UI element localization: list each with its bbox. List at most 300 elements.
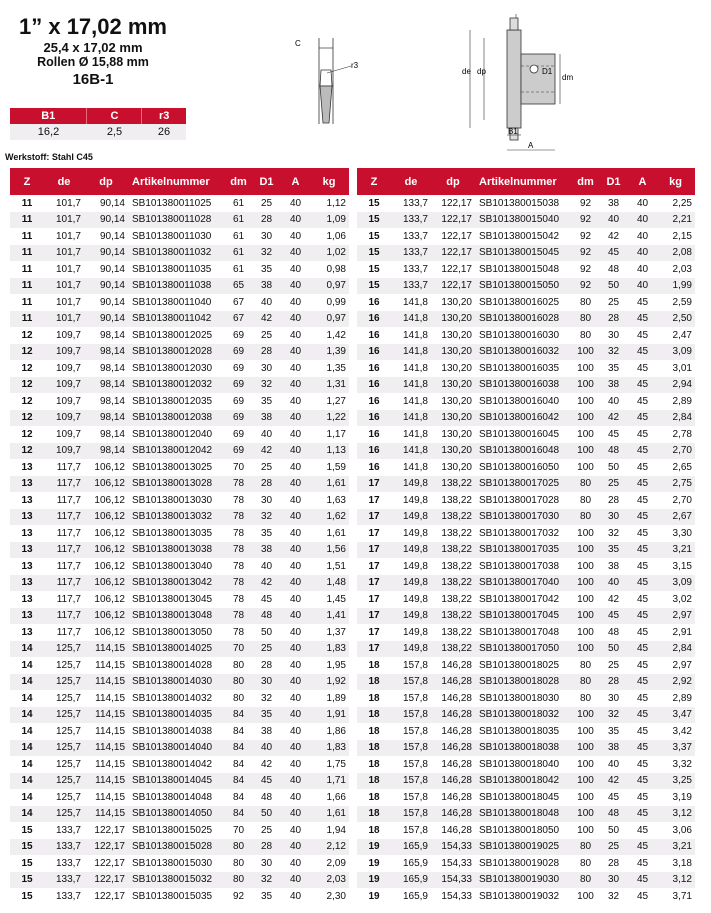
- label-d1: D1: [542, 67, 553, 76]
- cell-dm: 80: [579, 329, 592, 341]
- cell-kg: 1,83: [309, 641, 349, 658]
- cell-a: 45: [629, 740, 656, 757]
- table-row: [357, 443, 695, 460]
- cell-a: 40: [282, 773, 309, 790]
- cell-de: 133,7: [391, 212, 431, 229]
- cell-dp: 114,15: [84, 773, 128, 790]
- cell-a: 45: [629, 707, 656, 724]
- cell-a: 45: [636, 593, 649, 605]
- table-row: [357, 773, 695, 790]
- cell-de: 101,7: [44, 245, 84, 262]
- cell-dp: 130,20: [431, 410, 475, 427]
- cell-article-number: SB101380019025: [475, 839, 573, 856]
- cell-dm: 84: [226, 707, 251, 724]
- cell-dp: 138,22: [441, 626, 472, 638]
- column-header-kg: kg: [656, 168, 695, 195]
- column-header-dm: dm: [226, 168, 251, 195]
- cell-a: 40: [282, 212, 309, 229]
- cell-kg: 3,37: [656, 740, 695, 757]
- cell-article-number: SB101380016040: [479, 395, 560, 407]
- cell-article-number: SB101380011032: [128, 245, 226, 262]
- cell-dp: 146,28: [441, 725, 472, 737]
- cell-d1: 25: [251, 641, 282, 658]
- table-row: [357, 674, 695, 691]
- cell-dp: 114,15: [84, 806, 128, 823]
- table-row: [10, 641, 349, 658]
- cell-a: 40: [629, 245, 656, 262]
- cell-kg: 2,50: [656, 311, 695, 328]
- table-row: [10, 789, 349, 806]
- cell-dm: 100: [577, 626, 594, 638]
- cell-article-number: SB101380018032: [475, 707, 573, 724]
- cell-article-number: SB101380018050: [479, 824, 560, 836]
- cell-d1: 50: [251, 806, 282, 823]
- cell-d1: 35: [260, 890, 273, 902]
- cell-a: 45: [629, 476, 656, 493]
- cell-teeth: 11: [10, 278, 44, 295]
- cell-d1: 40: [260, 560, 273, 572]
- cell-d1: 42: [260, 758, 273, 770]
- cell-de: 117,7: [56, 626, 81, 638]
- cell-d1: 45: [607, 428, 620, 440]
- cell-dp: 114,15: [84, 740, 128, 757]
- cell-de: 133,7: [44, 872, 84, 889]
- cell-article-number: SB101380012032: [128, 377, 226, 394]
- cell-teeth: 13: [21, 494, 33, 506]
- cell-article-number: SB101380014025: [128, 641, 226, 658]
- table-row: [357, 245, 695, 262]
- cell-de: 101,7: [44, 311, 84, 328]
- cell-d1: 32: [607, 527, 620, 539]
- cell-teeth: 16: [368, 461, 380, 473]
- table-row: [357, 228, 695, 245]
- cell-article-number: SB101380013045: [132, 593, 213, 605]
- size-line: 25,4 x 17,02 mm: [43, 40, 143, 55]
- cell-dp: 98,14: [84, 443, 128, 460]
- cell-de: 125,7: [44, 773, 84, 790]
- cell-d1: 28: [607, 494, 620, 506]
- cell-dm: 80: [226, 839, 251, 856]
- cell-article-number: SB101380016048: [475, 443, 573, 460]
- cell-d1: 48: [251, 608, 282, 625]
- cell-de: 149,8: [402, 593, 428, 605]
- cell-d1: 30: [260, 362, 273, 374]
- cell-dp: 138,22: [431, 542, 475, 559]
- cell-dp: 146,28: [441, 692, 472, 704]
- cell-article-number: SB101380018048: [475, 806, 573, 823]
- cell-kg: 1,17: [326, 428, 346, 440]
- cell-a: 40: [282, 872, 309, 889]
- cell-kg: 3,19: [672, 791, 692, 803]
- table-row: [10, 773, 349, 790]
- cell-article-number: SB101380013025: [132, 461, 213, 473]
- table-row: [10, 327, 349, 344]
- cell-kg: 1,61: [326, 527, 346, 539]
- cell-article-number: SB101380016035: [479, 362, 560, 374]
- product-header: [0, 14, 186, 89]
- cell-d1: 32: [598, 344, 629, 361]
- cell-d1: 25: [598, 476, 629, 493]
- cell-teeth: 17: [357, 476, 391, 493]
- cell-teeth: 12: [21, 395, 33, 407]
- cell-teeth: 14: [10, 674, 44, 691]
- cell-a: 40: [636, 263, 649, 275]
- cell-teeth: 19: [357, 872, 391, 889]
- cell-d1: 32: [260, 692, 273, 704]
- cell-teeth: 11: [21, 197, 33, 209]
- cell-teeth: 16: [368, 329, 380, 341]
- cell-a: 45: [636, 296, 649, 308]
- cell-d1: 42: [251, 311, 282, 328]
- cell-teeth: 11: [21, 230, 33, 242]
- cell-de: 101,7: [44, 278, 84, 295]
- cell-kg: 1,95: [326, 659, 346, 671]
- label-c: C: [295, 39, 301, 48]
- cell-article-number: SB101380016032: [475, 344, 573, 361]
- cell-de: 101,7: [55, 296, 81, 308]
- cell-teeth: 17: [357, 608, 391, 625]
- cell-kg: 2,89: [672, 395, 692, 407]
- cell-dm: 80: [579, 659, 592, 671]
- cell-de: 117,7: [56, 593, 81, 605]
- cell-dm: 78: [226, 542, 251, 559]
- cell-kg: 1,92: [309, 674, 349, 691]
- cell-de: 149,8: [402, 527, 428, 539]
- cell-kg: 1,42: [326, 329, 346, 341]
- cell-teeth: 14: [10, 806, 44, 823]
- cell-dp: 130,20: [441, 428, 472, 440]
- cell-a: 40: [282, 608, 309, 625]
- cell-teeth: 15: [10, 839, 44, 856]
- cell-kg: 2,78: [672, 428, 692, 440]
- cell-article-number: SB101380014048: [132, 791, 213, 803]
- cell-article-number: SB101380018042: [475, 773, 573, 790]
- cell-d1: 28: [598, 311, 629, 328]
- label-dp: dp: [477, 67, 486, 76]
- cell-de: 125,7: [55, 725, 81, 737]
- cell-article-number: SB101380014050: [128, 806, 226, 823]
- table-row: [357, 195, 695, 212]
- cell-dp: 130,20: [441, 395, 472, 407]
- cell-dp: 146,28: [441, 824, 472, 836]
- cell-dm: 80: [226, 674, 251, 691]
- cell-article-number: SB101380017030: [475, 509, 573, 526]
- cell-d1: 38: [598, 377, 629, 394]
- cell-article-number: SB101380011042: [128, 311, 226, 328]
- cell-d1: 42: [251, 575, 282, 592]
- table-row: [357, 888, 695, 905]
- cell-de: 157,8: [391, 773, 431, 790]
- cell-a: 40: [282, 410, 309, 427]
- cell-d1: 30: [260, 857, 273, 869]
- spec-header-b1: B1: [10, 108, 87, 124]
- table-row: [357, 278, 695, 295]
- cell-a: 45: [629, 377, 656, 394]
- cell-article-number: SB101380012025: [132, 329, 213, 341]
- table-row: [357, 459, 695, 476]
- cell-de: 125,7: [44, 806, 84, 823]
- cell-dm: 84: [232, 725, 245, 737]
- cell-teeth: 14: [21, 725, 33, 737]
- cell-teeth: 12: [21, 362, 33, 374]
- cell-dm: 69: [232, 329, 245, 341]
- cell-dm: 100: [573, 773, 598, 790]
- cell-dp: 106,12: [84, 476, 128, 493]
- cell-teeth: 14: [21, 791, 33, 803]
- cell-d1: 32: [251, 377, 282, 394]
- table-row: [357, 707, 695, 724]
- cell-dp: 98,14: [99, 428, 125, 440]
- cell-d1: 32: [598, 707, 629, 724]
- cell-article-number: SB101380018040: [479, 758, 560, 770]
- column-header-dp: dp: [431, 168, 475, 195]
- cell-a: 45: [636, 824, 649, 836]
- cell-a: 40: [289, 791, 302, 803]
- cell-de: 149,8: [391, 509, 431, 526]
- cell-article-number: SB101380017038: [479, 560, 560, 572]
- cell-teeth: 13: [21, 593, 33, 605]
- column-header-d1: D1: [251, 168, 282, 195]
- cell-dm: 80: [573, 674, 598, 691]
- cell-de: 149,8: [391, 542, 431, 559]
- cell-dm: 80: [573, 839, 598, 856]
- table-row: [357, 723, 695, 740]
- cell-a: 40: [289, 296, 302, 308]
- cell-de: 117,7: [44, 542, 84, 559]
- cell-article-number: SB101380015025: [132, 824, 213, 836]
- cell-a: 40: [289, 428, 302, 440]
- cell-a: 45: [636, 890, 649, 902]
- cell-dp: 122,17: [441, 230, 472, 242]
- cell-a: 45: [636, 428, 649, 440]
- cell-teeth: 13: [10, 575, 44, 592]
- cell-teeth: 13: [21, 527, 33, 539]
- cell-dp: 122,17: [94, 890, 125, 902]
- spec-value-b1: 16,2: [10, 124, 87, 140]
- cell-a: 40: [629, 278, 656, 295]
- cell-dm: 69: [232, 362, 245, 374]
- cell-dm: 61: [232, 230, 245, 242]
- cell-de: 165,9: [402, 857, 428, 869]
- cell-dp: 130,20: [431, 344, 475, 361]
- cell-dm: 80: [226, 872, 251, 889]
- cell-de: 157,8: [402, 659, 428, 671]
- cell-article-number: SB101380014028: [132, 659, 213, 671]
- table-row: [10, 723, 349, 740]
- cell-a: 45: [636, 527, 649, 539]
- cell-kg: 1,02: [309, 245, 349, 262]
- cell-a: 45: [629, 641, 656, 658]
- cell-dp: 90,14: [84, 212, 128, 229]
- cell-d1: 30: [260, 494, 273, 506]
- table-row: [357, 872, 695, 889]
- cell-d1: 38: [251, 542, 282, 559]
- cell-a: 40: [289, 263, 302, 275]
- cell-d1: 42: [607, 593, 620, 605]
- cell-d1: 32: [251, 509, 282, 526]
- table-row: [10, 228, 349, 245]
- cell-kg: 3,09: [656, 575, 695, 592]
- cell-dm: 100: [577, 428, 594, 440]
- cell-de: 141,8: [402, 428, 428, 440]
- cell-de: 157,8: [402, 692, 428, 704]
- cell-a: 40: [282, 707, 309, 724]
- spec-header-c: C: [87, 108, 142, 124]
- table-row: [357, 855, 695, 872]
- cell-kg: 1,09: [309, 212, 349, 229]
- cell-teeth: 12: [10, 344, 44, 361]
- cell-teeth: 14: [10, 707, 44, 724]
- cell-d1: 25: [607, 659, 620, 671]
- cell-d1: 42: [598, 410, 629, 427]
- column-header-de: de: [44, 168, 84, 195]
- cell-dm: 80: [573, 311, 598, 328]
- cell-de: 109,7: [44, 443, 84, 460]
- cell-d1: 28: [251, 212, 282, 229]
- table-row: [10, 839, 349, 856]
- cell-kg: 1,27: [326, 395, 346, 407]
- cell-d1: 25: [260, 329, 273, 341]
- cell-dp: 122,17: [441, 263, 472, 275]
- cell-dp: 130,20: [441, 296, 472, 308]
- table-row: [357, 410, 695, 427]
- cell-d1: 42: [607, 230, 620, 242]
- table-row: [357, 608, 695, 625]
- cell-teeth: 15: [357, 278, 391, 295]
- cell-article-number: SB101380013042: [128, 575, 226, 592]
- table-row: [10, 558, 349, 575]
- cell-dp: 106,12: [84, 542, 128, 559]
- cell-de: 109,7: [44, 344, 84, 361]
- cell-a: 45: [629, 344, 656, 361]
- cell-teeth: 19: [368, 890, 380, 902]
- cell-de: 141,8: [391, 410, 431, 427]
- cell-de: 133,7: [402, 230, 428, 242]
- cell-teeth: 15: [368, 263, 380, 275]
- table-row: [357, 476, 695, 493]
- cell-article-number: SB101380018030: [479, 692, 560, 704]
- cell-dp: 114,15: [95, 692, 125, 704]
- cell-dp: 98,14: [99, 362, 125, 374]
- cell-article-number: SB101380016050: [479, 461, 560, 473]
- cell-dp: 114,15: [84, 641, 128, 658]
- table-row: [10, 410, 349, 427]
- cell-d1: 50: [607, 461, 620, 473]
- cell-a: 40: [289, 362, 302, 374]
- cell-teeth: 18: [357, 773, 391, 790]
- cell-kg: 1,51: [326, 560, 346, 572]
- cell-dm: 69: [226, 377, 251, 394]
- cell-dp: 90,14: [99, 230, 125, 242]
- sprocket-diagram: [460, 10, 574, 155]
- table-row: [10, 492, 349, 509]
- cell-dm: 70: [232, 824, 245, 836]
- cell-article-number: SB101380013035: [132, 527, 213, 539]
- table-row: [357, 327, 695, 344]
- cell-teeth: 15: [368, 230, 380, 242]
- cell-dm: 100: [577, 593, 594, 605]
- cell-dp: 106,12: [84, 575, 128, 592]
- cell-de: 125,7: [55, 659, 81, 671]
- cell-a: 45: [636, 692, 649, 704]
- cell-dp: 106,12: [94, 527, 125, 539]
- cell-de: 109,7: [55, 428, 81, 440]
- cell-de: 157,8: [391, 707, 431, 724]
- cell-article-number: SB101380013050: [132, 626, 213, 638]
- cell-d1: 30: [260, 230, 273, 242]
- cell-teeth: 13: [10, 476, 44, 493]
- cell-dp: 154,33: [441, 890, 472, 902]
- spec-header-r3: r3: [142, 108, 186, 124]
- cell-de: 117,7: [56, 461, 81, 473]
- cell-teeth: 15: [21, 824, 33, 836]
- cell-dm: 100: [573, 806, 598, 823]
- cell-kg: 1,89: [326, 692, 346, 704]
- cell-d1: 48: [598, 443, 629, 460]
- cell-a: 40: [282, 740, 309, 757]
- cell-dm: 80: [579, 857, 592, 869]
- table-row: [357, 591, 695, 608]
- cell-article-number: SB101380012042: [128, 443, 226, 460]
- cell-dp: 138,22: [431, 641, 475, 658]
- cell-teeth: 14: [21, 659, 33, 671]
- cell-a: 45: [636, 758, 649, 770]
- cell-dm: 84: [232, 758, 245, 770]
- cell-dm: 100: [577, 890, 594, 902]
- cell-teeth: 18: [368, 758, 380, 770]
- cell-kg: 1,91: [309, 707, 349, 724]
- cell-article-number: SB101380016028: [475, 311, 573, 328]
- cell-de: 125,7: [44, 740, 84, 757]
- table-body: [10, 195, 349, 905]
- cell-d1: 25: [260, 461, 273, 473]
- cell-de: 149,8: [391, 476, 431, 493]
- cell-kg: 1,22: [309, 410, 349, 427]
- cell-dp: 90,14: [84, 311, 128, 328]
- cell-a: 40: [282, 509, 309, 526]
- cell-a: 40: [282, 839, 309, 856]
- cell-d1: 28: [251, 476, 282, 493]
- cell-article-number: SB101380017028: [479, 494, 560, 506]
- cell-teeth: 16: [368, 296, 380, 308]
- cell-a: 45: [636, 626, 649, 638]
- cell-teeth: 13: [21, 560, 33, 572]
- column-header-a: A: [629, 168, 656, 195]
- cell-dm: 100: [577, 791, 594, 803]
- cell-article-number: SB101380015048: [479, 263, 560, 275]
- cell-dp: 90,14: [99, 296, 125, 308]
- cell-kg: 1,94: [326, 824, 346, 836]
- cell-kg: 2,21: [656, 212, 695, 229]
- column-header-dp: dp: [84, 168, 128, 195]
- cell-dp: 138,22: [431, 509, 475, 526]
- cell-a: 45: [629, 443, 656, 460]
- table-row: [10, 294, 349, 311]
- cell-article-number: SB101380018045: [479, 791, 560, 803]
- cell-dp: 146,28: [441, 659, 472, 671]
- cell-kg: 2,47: [672, 329, 692, 341]
- table-row: [10, 476, 349, 493]
- table-row: [10, 278, 349, 295]
- cell-teeth: 16: [368, 395, 380, 407]
- cell-dm: 70: [232, 461, 245, 473]
- cell-dm: 100: [577, 395, 594, 407]
- cell-a: 40: [282, 674, 309, 691]
- cell-dm: 100: [573, 377, 598, 394]
- table-row: [10, 674, 349, 691]
- cell-teeth: 16: [368, 362, 380, 374]
- cell-kg: 1,35: [326, 362, 346, 374]
